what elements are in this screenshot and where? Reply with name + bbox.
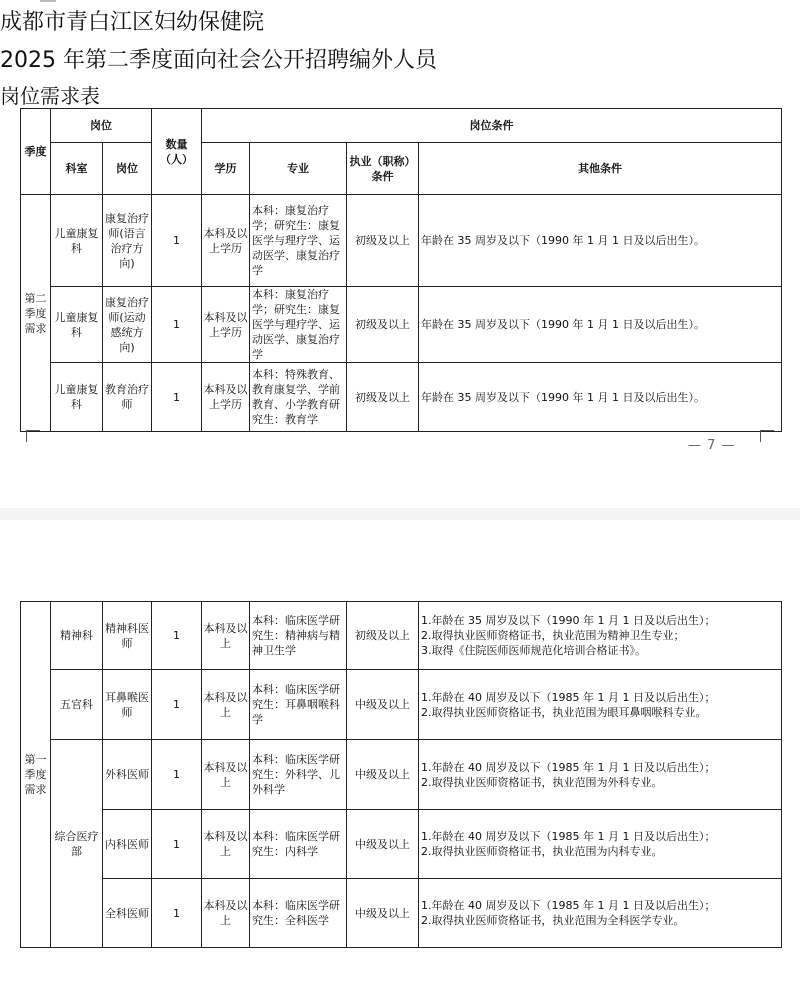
count-cell: 1: [152, 287, 202, 363]
header-qualification: 执业（职称）条件: [347, 143, 419, 195]
title-line-3: 岗位需求表: [0, 84, 100, 108]
count-cell: 1: [152, 879, 202, 948]
qualification-cell: 中级及以上: [347, 740, 419, 810]
position-cell: 全科医师: [103, 879, 152, 948]
position-cell: 教育治疗师: [103, 363, 152, 432]
qualification-cell: 中级及以上: [347, 879, 419, 948]
education-cell: 本科及以上: [202, 740, 250, 810]
other-line: 1.年龄在 40 周岁及以下（1985 年 1 月 1 日及以后出生）；: [421, 899, 716, 912]
major-cell: 本科：临床医学研究生：外科学、儿外科学: [250, 740, 347, 810]
other-cell: [419, 670, 782, 740]
other-line: 2.取得执业医师资格证书，执业范围为全科医学专业。: [421, 914, 685, 927]
qualification-cell: 初级及以上: [347, 363, 419, 432]
position-cell: 康复治疗师(语言治疗方向): [103, 195, 152, 287]
position-cell: 外科医师: [103, 740, 152, 810]
major-cell: 本科：临床医学研究生：全科医学: [250, 879, 347, 948]
season-cell: 第一季度需求: [21, 602, 51, 948]
table-row: [21, 810, 782, 879]
other-cell: 年龄在 35 周岁及以下（1990 年 1 月 1 日及以后出生）。: [419, 363, 782, 432]
other-cell: [419, 740, 782, 810]
major-cell: 本科：康复治疗学；研究生：康复医学与理疗学、运动医学、康复治疗学: [250, 195, 347, 287]
recruitment-table-q2: [20, 108, 782, 432]
title-line-1: 成都市青白江区妇幼保健院: [0, 10, 265, 35]
header-count: 数量（人）: [152, 109, 202, 195]
page-gap: [0, 508, 800, 520]
qualification-cell: 初级及以上: [347, 602, 419, 670]
qualification-cell: 中级及以上: [347, 810, 419, 879]
qualification-cell: 初级及以上: [347, 195, 419, 287]
major-cell: 本科：临床医学研究生：精神病与精神卫生学: [250, 602, 347, 670]
education-cell: 本科及以上学历: [202, 287, 250, 363]
header-department: 科室: [51, 143, 103, 195]
crop-mark: [26, 430, 27, 442]
count-cell: 1: [152, 810, 202, 879]
other-line: 2.取得执业医师资格证书，执业范围为外科专业。: [421, 775, 663, 789]
header-major: 专业: [250, 143, 347, 195]
table-row: [21, 670, 782, 740]
count-cell: 1: [152, 670, 202, 740]
other-line: 1.年龄在 35 周岁及以下（1990 年 1 月 1 日及以后出生）；: [421, 614, 716, 627]
table-row: [21, 287, 782, 363]
table-row: [21, 363, 782, 432]
dept-cell: 综合医疗部: [51, 740, 103, 948]
position-cell: 精神科医师: [103, 602, 152, 670]
dept-cell: 儿童康复科: [51, 363, 103, 432]
dept-cell: 儿童康复科: [51, 287, 103, 363]
other-line: 2.取得执业医师资格证书，执业范围为眼耳鼻咽喉科专业。: [421, 705, 707, 719]
header-other: 其他条件: [419, 143, 782, 195]
other-line: 3.取得《住院医师医师规范化培训合格证书》。: [421, 644, 646, 657]
crop-mark: [760, 430, 761, 442]
major-cell: 本科：康复治疗学；研究生：康复医学与理疗学、运动医学、康复治疗学: [250, 287, 347, 363]
other-cell: 年龄在 35 周岁及以下（1990 年 1 月 1 日及以后出生）。: [419, 287, 782, 363]
other-cell: [419, 810, 782, 879]
dept-cell: 儿童康复科: [51, 195, 103, 287]
dept-cell: 精神科: [51, 602, 103, 670]
top-edge-mark: [40, 0, 56, 2]
recruitment-table-q1: [20, 601, 782, 948]
qualification-cell: 初级及以上: [347, 287, 419, 363]
other-line: 1.年龄在 40 周岁及以下（1985 年 1 月 1 日及以后出生）；: [421, 830, 716, 843]
header-conditions: 岗位条件: [202, 109, 782, 143]
position-cell: 内科医师: [103, 810, 152, 879]
header-position-group: 岗位: [51, 109, 152, 143]
dept-cell: 五官科: [51, 670, 103, 740]
major-cell: 本科：临床医学研究生：内科学: [250, 810, 347, 879]
table-row: [21, 740, 782, 810]
education-cell: 本科及以上学历: [202, 195, 250, 287]
header-position: 岗位: [103, 143, 152, 195]
crop-mark: [26, 430, 40, 431]
major-cell: 本科：特殊教育、教育康复学、学前教育、小学教育研究生：教育学: [250, 363, 347, 432]
other-line: 2.取得执业医师资格证书，执业范围为精神卫生专业；: [421, 629, 685, 642]
table-row: [21, 195, 782, 287]
qualification-cell: 中级及以上: [347, 670, 419, 740]
major-cell: 本科：临床医学研究生：耳鼻咽喉科学: [250, 670, 347, 740]
education-cell: 本科及以上: [202, 810, 250, 879]
education-cell: 本科及以上学历: [202, 363, 250, 432]
other-line: 2.取得执业医师资格证书，执业范围为内科专业。: [421, 845, 663, 858]
other-line: 1.年龄在 40 周岁及以下（1985 年 1 月 1 日及以后出生）；: [421, 690, 716, 704]
title-line-2: 2025 年第二季度面向社会公开招聘编外人员: [0, 48, 437, 73]
other-cell: [419, 602, 782, 670]
education-cell: 本科及以上: [202, 879, 250, 948]
count-cell: 1: [152, 363, 202, 432]
table-row: [21, 879, 782, 948]
other-cell: [419, 879, 782, 948]
season-cell: 第二季度需求: [21, 195, 51, 432]
count-cell: 1: [152, 740, 202, 810]
header-education: 学历: [202, 143, 250, 195]
education-cell: 本科及以上: [202, 602, 250, 670]
other-cell: 年龄在 35 周岁及以下（1990 年 1 月 1 日及以后出生）。: [419, 195, 782, 287]
count-cell: 1: [152, 602, 202, 670]
position-cell: 康复治疗师(运动感统方向): [103, 287, 152, 363]
table-row: [21, 602, 782, 670]
count-cell: 1: [152, 195, 202, 287]
crop-mark: [760, 430, 774, 431]
other-line: 1.年龄在 40 周岁及以下（1985 年 1 月 1 日及以后出生）；: [421, 760, 716, 774]
position-cell: 耳鼻喉医师: [103, 670, 152, 740]
page-number: — 7 —: [688, 438, 736, 453]
header-season: 季度: [21, 109, 51, 195]
education-cell: 本科及以上: [202, 670, 250, 740]
